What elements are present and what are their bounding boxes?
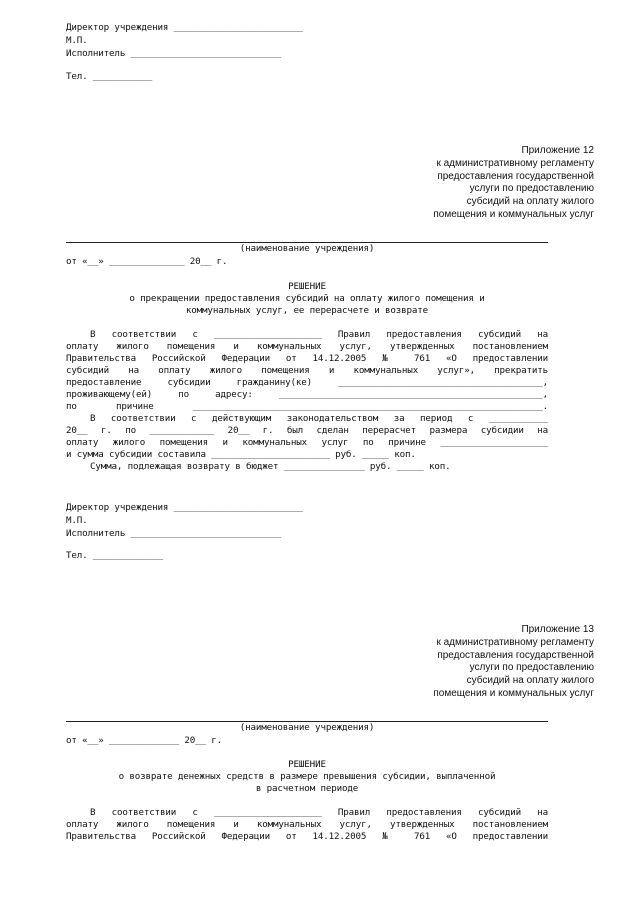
body-line: Правительства Российской Федерации от 14.12.2005 № 761 «О предоставлении <box>66 831 548 842</box>
decision-subtitle: о прекращении предоставления субсидий на оплату жилого помещения и <box>129 293 485 304</box>
decision-subtitle: в расчетном периоде <box>255 783 359 794</box>
appendix-line: к административному регламенту <box>436 157 594 169</box>
appendix-13-header <box>433 624 594 701</box>
body-line: оплату жилого помещения и коммунальных услуг, утвержденных постановлением <box>66 341 548 352</box>
body-line: по причине _________________________________________________________________. <box>66 401 548 412</box>
executor-line: Исполнитель ____________________________ <box>66 48 282 59</box>
decision-title: РЕШЕНИЕ <box>288 759 326 770</box>
body-line: и сумма субсидии составила ______________________ руб. _____ коп. <box>66 449 416 460</box>
decision-date: от «__» ______________ 20__ г. <box>66 256 228 267</box>
decision-title: РЕШЕНИЕ <box>288 281 326 292</box>
body-line: оплату жилого помещения и коммунальных услуг, утвержденных постановлением <box>66 819 548 830</box>
body-line: В соответствии с ____________________ Правил предоставления субсидий на <box>90 807 548 818</box>
appendix-line: предоставления государственной <box>437 649 594 661</box>
appendix-line: субсидий на оплату жилого <box>466 196 594 208</box>
stamp-place: М.П. <box>66 35 88 46</box>
body-line: Правительства Российской Федерации от 14.12.2005 № 761 «О предоставлении <box>66 353 548 364</box>
appendix-line: услуги по предоставлению <box>469 662 594 674</box>
phone-line: Тел. _____________ <box>66 550 163 561</box>
org-name-caption: (наименование учреждения) <box>239 722 375 733</box>
appendix-line: к административному регламенту <box>436 636 594 648</box>
body-line: проживающему(ей) по адресу: _________________________________________________, <box>66 389 548 400</box>
appendix-line: субсидий на оплату жилого <box>466 675 594 687</box>
executor-line: Исполнитель ____________________________ <box>66 528 282 539</box>
stamp-place: М.П. <box>66 515 88 526</box>
appendix-line: помещения и коммунальных услуг <box>433 687 594 699</box>
body-line: Сумма, подлежащая возврату в бюджет _______________ руб. _____ коп. <box>90 461 451 472</box>
body-line: субсидий на оплату жилого помещения и коммунальных услуг», прекратить <box>66 365 548 376</box>
phone-line: Тел. ___________ <box>66 71 153 82</box>
appendix-number: Приложение 13 <box>521 624 594 635</box>
appendix-number: Приложение 12 <box>521 145 594 156</box>
appendix-line: предоставления государственной <box>437 170 594 182</box>
decision-subtitle: коммунальных услуг, ее перерасчете и возврате <box>185 305 429 316</box>
decision-subtitle: о возврате денежных средств в размере превышения субсидии, выплаченной <box>118 771 496 782</box>
appendix-line: помещения и коммунальных услуг <box>433 208 594 220</box>
body-line: В соответствии с ____________________ Правил предоставления субсидий на <box>90 329 548 340</box>
body-line: В соответствии с действующим законодательством за период с ___________ <box>90 413 548 424</box>
decision-date: от «__» _____________ 20__ г. <box>66 735 223 746</box>
body-line: оплату жилого помещения и коммунальных услуг по причине ____________________ <box>66 437 548 448</box>
body-line: 20__ г. по ____________ 20__ г. был сделан перерасчет размера субсидии на <box>66 425 548 436</box>
org-name-caption: (наименование учреждения) <box>239 243 375 254</box>
director-line: Директор учреждения ________________________ <box>66 502 303 513</box>
body-line: предоставление субсидии гражданину(ке) ______________________________________, <box>66 377 548 388</box>
appendix-12-header <box>433 145 594 222</box>
appendix-line: услуги по предоставлению <box>469 183 594 195</box>
director-line: Директор учреждения ________________________ <box>66 22 303 33</box>
